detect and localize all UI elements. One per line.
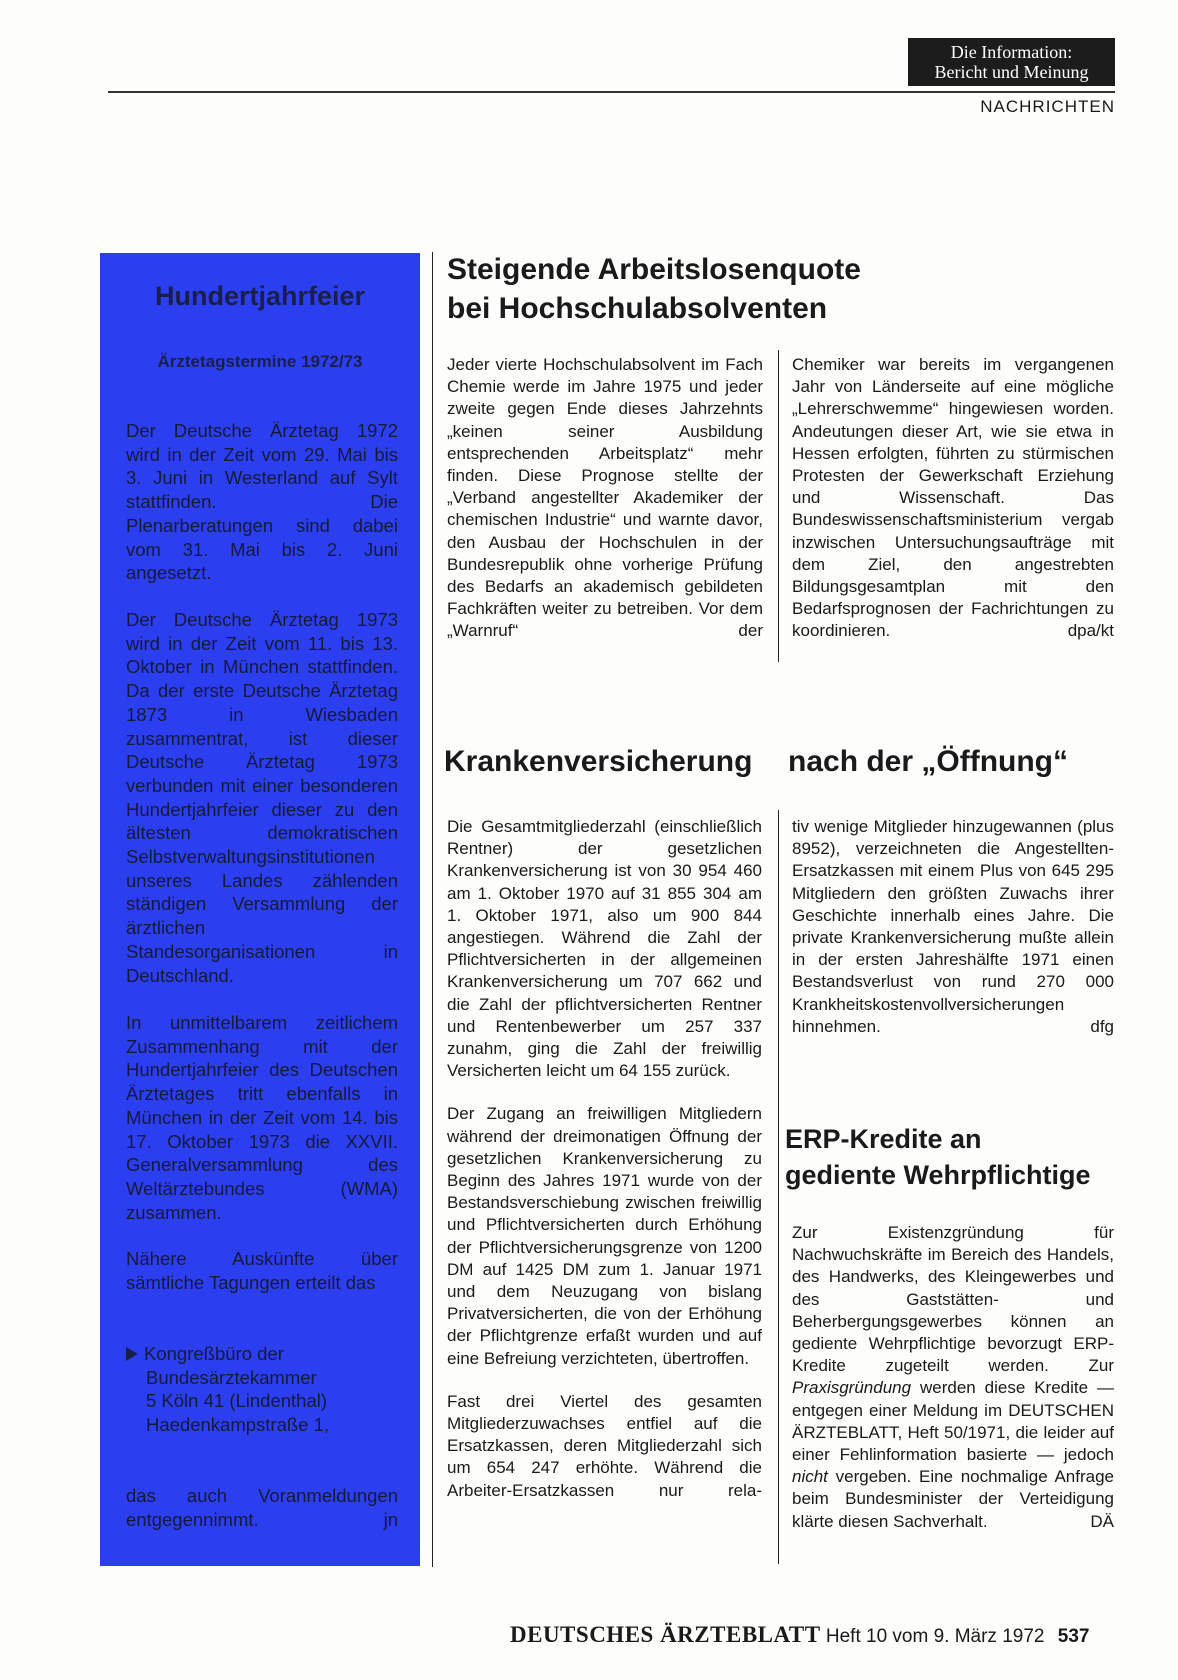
- arrow-right-icon: [126, 1347, 138, 1361]
- article-text-emphasis: nicht: [792, 1467, 828, 1487]
- article-paragraph: Fast drei Viertel des gesamten Mitgliederzuwachses entfiel auf die Ersatzkassen, deren Mitgliederzahl sich um 654 247 erhöhte. Während die Arbeiter-Ersatzkassen nur rela-: [447, 1391, 762, 1500]
- article2-column1: [447, 816, 762, 1523]
- article-text: [792, 816, 1114, 1038]
- article-text: [792, 354, 1114, 643]
- article1-column1: [447, 354, 763, 664]
- sidebar-address: [126, 1342, 398, 1437]
- column-rule: [778, 350, 779, 662]
- sidebar-closing-text: das auch Voranmeldungen entgegennimmt.: [126, 1485, 398, 1530]
- sidebar-closing: [126, 1484, 398, 1531]
- article-text-part: vergeben. Eine nochmalige Anfrage beim Bundesminister der Verteidigung klärte diesen Sachverhalt.: [792, 1467, 1114, 1531]
- page-number: 537: [1057, 1626, 1090, 1647]
- sidebar-title: Hundertjahrfeier: [154, 281, 366, 311]
- column-rule: [432, 252, 433, 1567]
- column-rule: [778, 810, 779, 1564]
- article2-headline-right: nach der „Öffnung“: [788, 745, 1068, 778]
- sidebar-paragraph: Der Deutsche Ärztetag 1973 wird in der Zeit vom 11. bis 13. Oktober in München stattfinden. Da der erste Deutsche Ärztetag 1873 in Wiesbaden zusammentrat, ist dieser Deutsche Ärztetag 1973 verbunden mit einer besonderen Hundertjahrfeier dieser zu den ältesten demokratischen Selbstverwaltungsinstitutionen unseres Landes zählenden ständigen Versammlung der ärztlichen Standesorganisationen in Deutschland.: [126, 609, 398, 986]
- sidebar-paragraph: In unmittelbarem zeitlichem Zusammenhang mit der Hundertjahrfeier des Deutschen Ärztetages tritt ebenfalls in München in der Zeit vom 14. bis 17. Oktober 1973 die XXVII. Generalversammlung des Weltärztebundes (WMA) zusammen.: [126, 1012, 398, 1223]
- sidebar-subtitle: Ärztetagstermine 1972/73: [157, 352, 363, 371]
- page-footer: [510, 1622, 1089, 1648]
- header-rule: [108, 91, 1115, 93]
- article-paragraph: Der Zugang an freiwilligen Mitgliedern während der dreimonatigen Öffnung der gesetzlichen Krankenversicherung zu Beginn des Jahres 1971 wurde von der Bestandsverschiebung zwischen freiwillig und Pflichtversicherten durch Erhöhung der Pflichtversicherungsgrenze von 1200 DM auf 1425 DM zum 1. Januar 1971 und dem Neuzugang von bislang Privatversicherten, die von der Erhöhung der Pflichtgrenze erfaßt wurden und auf eine Befreiung verzichteten, übertroffen.: [447, 1104, 762, 1368]
- article3-column: [792, 1222, 1114, 1554]
- sidebar-paragraph: Nähere Auskünfte über sämtliche Tagungen erteilt das: [126, 1248, 398, 1293]
- article-signature: dpa/kt: [1067, 621, 1114, 641]
- article-text: Jeder vierte Hochschulabsolvent im Fach Chemie werde im Jahre 1975 und jeder zweite gegen Ende dieses Jahrzehnts „keinen seiner Ausbildung entsprechenden Arbeitsplatz“ mehr finden. Diese Prognose stellte der „Verband angestellter Akademiker der chemischen Industrie“ und warnte davor, den Ausbau der Hochschulen in der Bundesrepublik ohne vorherige Prüfung des Bedarfs an akademisch gebildeten Fachkräften weiter zu betreiben. Vor dem „Warnruf“ der: [447, 355, 763, 641]
- article-text-body: tiv wenige Mitglieder hinzugewannen (plus 8952), verzeichneten die Angestellten-Ersatzkassen mit einem Plus von 645 295 Mitgliedern den größten Zuwachs ihrer Geschichte innerhalb eines Jahre. Die private Krankenversicherung mußte allein in der ersten Jahreshälfte 1971 einen Bestandsverlust von rund 270 000 Krankheitskostenvollversicherungen hinnehmen.: [792, 817, 1114, 1036]
- section-label-line1: Die Information:: [950, 42, 1073, 62]
- article1-column2: [792, 354, 1114, 664]
- article3-headline: [785, 1121, 1091, 1193]
- article-signature: DÄ: [1090, 1511, 1114, 1531]
- headline-line: bei Hochschulabsolventen: [447, 292, 828, 325]
- issue-info: Heft 10 vom 9. März 1972: [825, 1626, 1045, 1647]
- article-paragraph: Die Gesamtmitgliederzahl (einschließlich Rentner) der gesetzlichen Krankenversicherung ist von 30 954 460 am 1. Oktober 1970 auf 31 855 304 am 1. Oktober 1971, also um 900 844 angestiegen. Während die Zahl der Pflichtversicherten in der allgemeinen Krankenversicherung um 707 662 und die Zahl der pflichtversicherten Rentner und Rentenbewerber um 257 337 zunahm, ging die Zahl der freiwillig Versicherten leicht um 64 155 zurück.: [447, 817, 762, 1081]
- article2-column2: [792, 816, 1114, 1059]
- headline-line: Steigende Arbeitslosenquote: [447, 253, 861, 286]
- article-text: [792, 1222, 1114, 1533]
- sidebar-signature: jn: [383, 1508, 398, 1530]
- headline-line: ERP-Kredite an: [785, 1124, 982, 1154]
- article1-headline: [447, 250, 861, 328]
- address-line: Kongreßbüro der: [144, 1343, 284, 1364]
- article2-headline-left: Krankenversicherung: [444, 745, 753, 778]
- address-line: 5 Köln 41 (Lindenthal): [146, 1390, 328, 1412]
- sidebar-box: [100, 253, 420, 1566]
- article-text-emphasis: Praxisgründung: [792, 1378, 912, 1398]
- section-label-line2: Bericht und Meinung: [934, 62, 1089, 82]
- address-line: Haedenkampstraße 1,: [146, 1414, 330, 1436]
- section-label-box: [908, 38, 1115, 86]
- magazine-name: DEUTSCHES ÄRZTEBLATT: [510, 1622, 821, 1647]
- section-name: NACHRICHTEN: [980, 97, 1115, 116]
- article-text-body: Chemiker war bereits im vergangenen Jahr von Länderseite auf eine mögliche „Lehrerschwemme“ hingewiesen worden. Andeutungen dieser Art, wie sie etwa in Hessen erfolgten, führten zu stürmischen Protesten der Gewerkschaft Erziehung und Wissenschaft. Das Bundeswissenschaftsministerium vergab inzwischen Untersuchungsaufträge mit dem Ziel, den angestrebten Bildungsgesamtplan mit den Bedarfsprognosen der Fachrichtungen zu koordinieren.: [792, 355, 1114, 641]
- article-text-part: Zur Existenzgründung für Nachwuchskräfte im Bereich des Handels, des Handwerks, des Kleingewerbes und des Gaststätten- und Beherbergungsgewerbes können an gediente Wehrpflichtige bevorzugt ERP-Kredite zugeteilt werden. Zur: [792, 1223, 1114, 1376]
- headline-line: gediente Wehrpflichtige: [785, 1160, 1091, 1190]
- article-text-part: werden diese Kredite — entgegen einer Meldung im DEUTSCHEN ÄRZTEBLATT, Heft 50/1971, die leider auf einer Fehlinformation basierte — jedoch: [792, 1378, 1114, 1465]
- sidebar-paragraph: Der Deutsche Ärztetag 1972 wird in der Zeit vom 29. Mai bis 3. Juni in Westerland auf Sylt stattfinden. Die Plenarberatungen sind dabei vom 31. Mai bis 2. Juni angesetzt.: [126, 420, 398, 584]
- article-signature: dfg: [1090, 1016, 1114, 1036]
- address-line: Bundesärztekammer: [146, 1366, 317, 1388]
